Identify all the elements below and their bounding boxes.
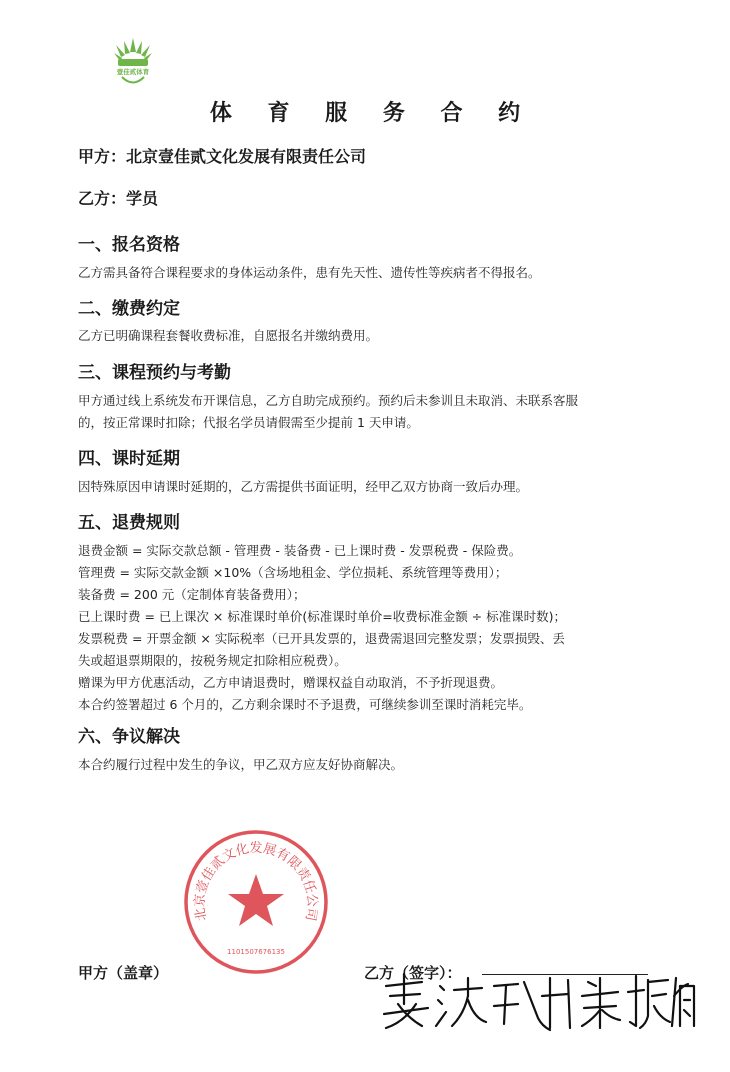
section-body xyxy=(78,390,658,434)
section-body xyxy=(78,262,658,284)
svg-text:壹佳贰体育: 壹佳贰体育 xyxy=(116,68,150,76)
body-line: 本合约签署超过 6 个月的，乙方剩余课时不予退费，可继续参训至课时消耗完毕。 xyxy=(78,697,532,712)
section-body xyxy=(78,325,658,347)
company-logo xyxy=(110,36,156,88)
party-b: 乙方：学员 xyxy=(78,189,159,208)
body-line: 失或超退票期限的，按税务规定扣除相应税费）。 xyxy=(78,653,347,668)
party-a-seal-label: 甲方（盖章） xyxy=(78,964,169,982)
body-line: 乙方需具备符合课程要求的身体运动条件，患有先天性、遗传性等疾病者不得报名。 xyxy=(78,265,541,280)
section-heading: 四、课时延期 xyxy=(78,449,180,469)
handwritten-signature xyxy=(378,956,698,1036)
section-heading: 一、报名资格 xyxy=(78,235,180,255)
svg-text:北京壹佳贰文化发展有限责任公司: 北京壹佳贰文化发展有限责任公司 xyxy=(192,841,320,923)
section-heading: 六、争议解决 xyxy=(78,727,180,747)
body-line: 甲方通过线上系统发布开课信息，乙方自助完成预约。预约后未参训且未取消、未联系客服 xyxy=(78,393,579,408)
body-line: 因特殊原因申请课时延期的，乙方需提供书面证明，经甲乙双方协商一致后办理。 xyxy=(78,479,529,494)
body-line: 已上课时费 = 已上课次 × 标准课时单价(标准课时单价=收费标准金额 ÷ 标准课时数)； xyxy=(78,609,566,624)
contract-title: 体 育 服 务 合 约 xyxy=(209,101,535,126)
body-line: 管理费 = 实际交款金额 ×10%（含场地租金、学位损耗、系统管理等费用）； xyxy=(78,565,508,580)
section-heading: 五、退费规则 xyxy=(78,513,180,533)
body-line: 装备费 = 200 元（定制体育装备费用）； xyxy=(78,587,306,602)
section-body xyxy=(78,540,658,716)
body-line: 退费金额 = 实际交款总额 - 管理费 - 装备费 - 已上课时费 - 发票税费 - 保险费。 xyxy=(78,543,522,558)
party-b-sign-label: 乙方（签字）： xyxy=(364,964,462,982)
body-line: 本合约履行过程中发生的争议，甲乙双方应友好协商解决。 xyxy=(78,757,404,772)
section-body xyxy=(78,754,658,776)
body-line: 的，按正常课时扣除；代报名学员请假需至少提前 1 天申请。 xyxy=(78,415,419,430)
section-heading: 二、缴费约定 xyxy=(78,299,180,319)
svg-text:1101507676135: 1101507676135 xyxy=(227,948,285,956)
body-line: 乙方已明确课程套餐收费标准，自愿报名并缴纳费用。 xyxy=(78,328,379,343)
section-heading: 三、课程预约与考勤 xyxy=(78,363,231,383)
company-seal xyxy=(180,826,332,978)
section-body xyxy=(78,476,658,498)
party-a: 甲方：北京壹佳贰文化发展有限责任公司 xyxy=(78,147,367,166)
body-line: 发票税费 = 开票金额 × 实际税率（已开具发票的，退费需退回完整发票；发票损毁、丢 xyxy=(78,631,565,646)
body-line: 赠课为甲方优惠活动，乙方申请退费时，赠课权益自动取消，不予折现退费。 xyxy=(78,675,504,690)
